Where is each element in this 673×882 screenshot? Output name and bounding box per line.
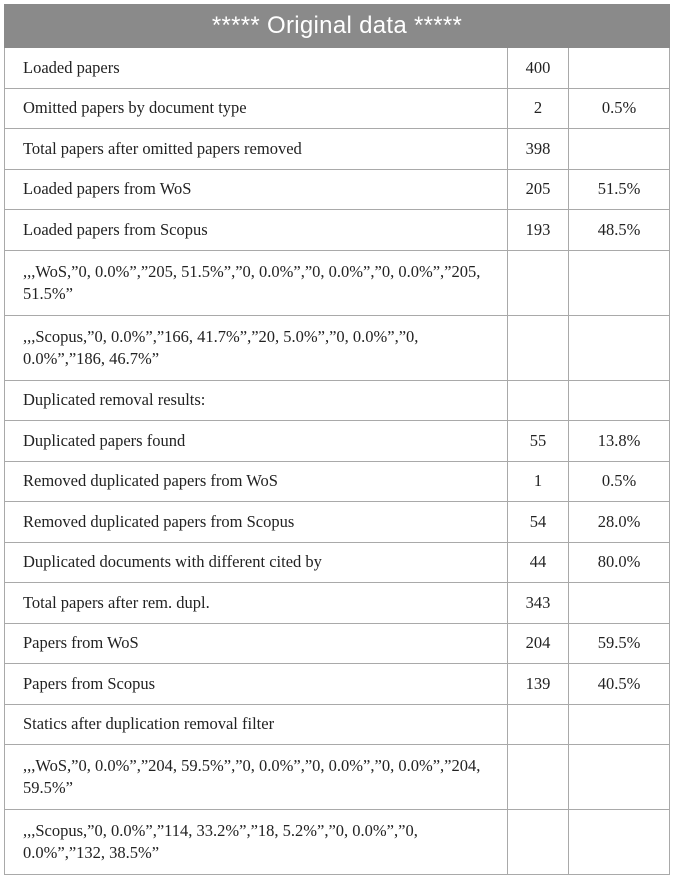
table-row [5, 583, 670, 624]
row-percentage: 48.5% [569, 210, 670, 251]
row-percentage [569, 810, 670, 875]
row-label: Statics after duplication removal filter [5, 704, 508, 745]
table-row [5, 810, 670, 875]
table-row [5, 745, 670, 810]
row-percentage: 13.8% [569, 421, 670, 462]
table-row [5, 461, 670, 502]
table-row [5, 664, 670, 705]
row-count [508, 315, 569, 380]
row-count [508, 250, 569, 315]
row-percentage [569, 583, 670, 624]
row-label: ,,,Scopus,”0, 0.0%”,”114, 33.2%”,”18, 5.2%”,”0, 0.0%”,”0, 0.0%”,”132, 38.5%” [5, 810, 508, 875]
row-label: Duplicated removal results: [5, 380, 508, 421]
row-label: Duplicated papers found [5, 421, 508, 462]
table-row [5, 502, 670, 543]
row-count: 398 [508, 129, 569, 170]
row-percentage [569, 129, 670, 170]
row-label: Loaded papers from WoS [5, 169, 508, 210]
row-label: ,,,WoS,”0, 0.0%”,”205, 51.5%”,”0, 0.0%”,”0, 0.0%”,”0, 0.0%”,”205, 51.5%” [5, 250, 508, 315]
table-row [5, 88, 670, 129]
row-count: 54 [508, 502, 569, 543]
data-table [4, 4, 670, 875]
row-percentage: 0.5% [569, 461, 670, 502]
row-count: 2 [508, 88, 569, 129]
row-label: Total papers after rem. dupl. [5, 583, 508, 624]
table-row [5, 421, 670, 462]
row-percentage [569, 745, 670, 810]
table-row [5, 129, 670, 170]
row-percentage: 40.5% [569, 664, 670, 705]
row-count: 139 [508, 664, 569, 705]
row-percentage [569, 380, 670, 421]
table-row [5, 380, 670, 421]
row-count: 193 [508, 210, 569, 251]
row-percentage [569, 250, 670, 315]
table-row [5, 704, 670, 745]
table-row [5, 48, 670, 89]
row-count [508, 704, 569, 745]
row-percentage [569, 315, 670, 380]
table-row [5, 542, 670, 583]
row-percentage [569, 704, 670, 745]
row-percentage [569, 48, 670, 89]
row-count: 1 [508, 461, 569, 502]
row-label: Removed duplicated papers from WoS [5, 461, 508, 502]
table-row [5, 210, 670, 251]
row-count [508, 380, 569, 421]
row-percentage: 51.5% [569, 169, 670, 210]
row-label: Duplicated documents with different cited by [5, 542, 508, 583]
row-label: ,,,Scopus,”0, 0.0%”,”166, 41.7%”,”20, 5.0%”,”0, 0.0%”,”0, 0.0%”,”186, 46.7%” [5, 315, 508, 380]
row-percentage: 59.5% [569, 623, 670, 664]
row-label: Papers from Scopus [5, 664, 508, 705]
row-percentage: 0.5% [569, 88, 670, 129]
row-label: Papers from WoS [5, 623, 508, 664]
table-row [5, 169, 670, 210]
row-count [508, 810, 569, 875]
row-count [508, 745, 569, 810]
row-percentage: 80.0% [569, 542, 670, 583]
row-percentage: 28.0% [569, 502, 670, 543]
table-body [5, 48, 670, 875]
row-label: Removed duplicated papers from Scopus [5, 502, 508, 543]
table-row [5, 315, 670, 380]
row-label: Loaded papers [5, 48, 508, 89]
table-title: ***** Original data ***** [5, 5, 670, 48]
row-label: Total papers after omitted papers removed [5, 129, 508, 170]
row-count: 55 [508, 421, 569, 462]
row-count: 44 [508, 542, 569, 583]
table-row [5, 623, 670, 664]
table-header-row [5, 5, 670, 48]
row-label: ,,,WoS,”0, 0.0%”,”204, 59.5%”,”0, 0.0%”,”0, 0.0%”,”0, 0.0%”,”204, 59.5%” [5, 745, 508, 810]
row-count: 400 [508, 48, 569, 89]
row-label: Omitted papers by document type [5, 88, 508, 129]
table-row [5, 250, 670, 315]
row-count: 343 [508, 583, 569, 624]
row-count: 205 [508, 169, 569, 210]
row-label: Loaded papers from Scopus [5, 210, 508, 251]
row-count: 204 [508, 623, 569, 664]
